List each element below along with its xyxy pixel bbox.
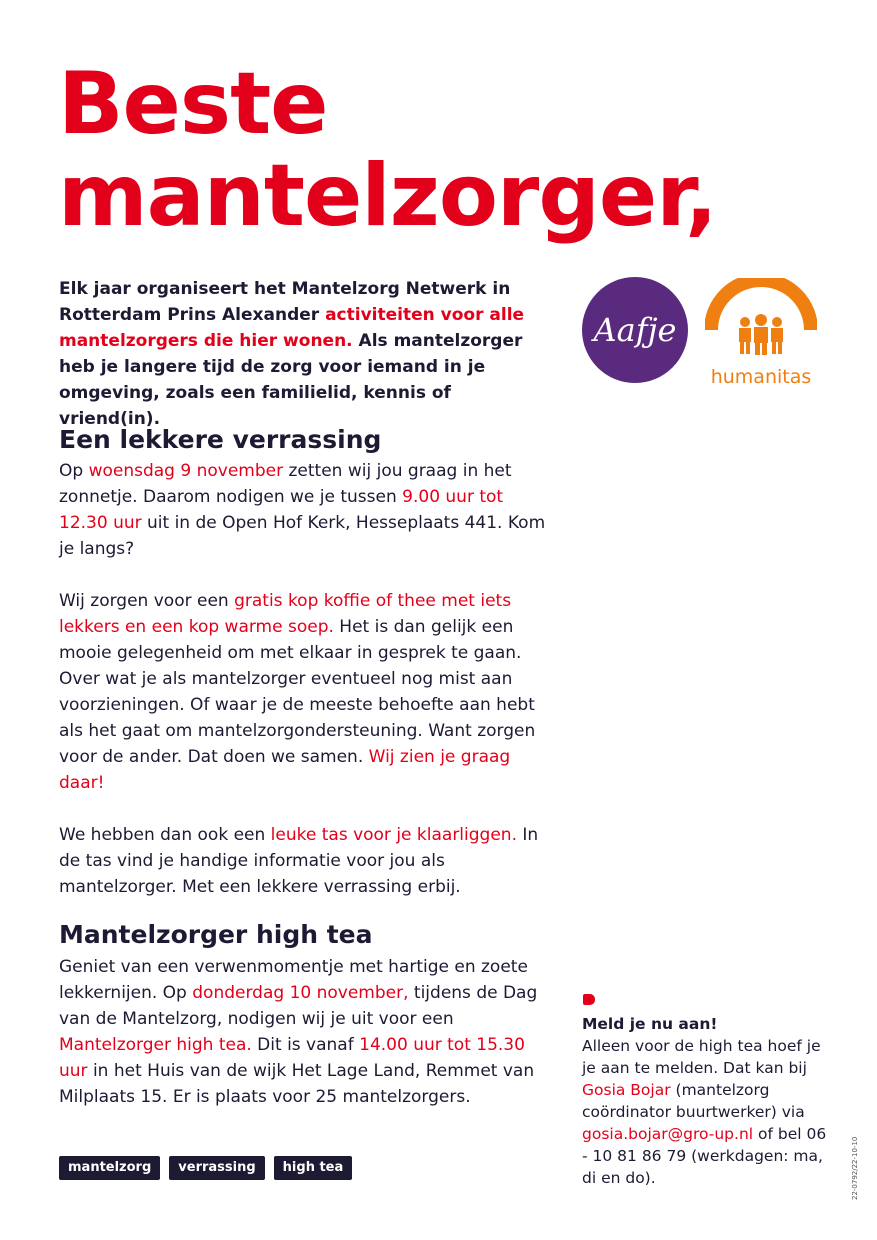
document-number: 22-0792/22-10-10 [851, 1136, 859, 1200]
title-line-1: Beste [58, 54, 328, 154]
humanitas-logo-text: humanitas [710, 366, 812, 388]
text: of bel 06 - 10 81 86 79 (werkdagen: ma, di en do). [582, 1125, 827, 1187]
text: uit in de Open Hof Kerk, Hesseplaats 441. Kom je langs? [59, 513, 546, 559]
section-heading-verrassing: Een lekkere verrassing [59, 425, 382, 454]
text: Alleen voor de high tea hoef je je aan te melden. Dat kan bij [582, 1037, 821, 1077]
tag-high-tea: high tea [274, 1156, 353, 1180]
humanitas-logo [705, 278, 817, 388]
intro-text: Elk jaar organiseert het Mantelzorg Netwerk in Rotterdam Prins Alexander [59, 279, 511, 325]
contact-name: Gosia Bojar [582, 1081, 671, 1099]
verrassing-paragraph-1 [59, 458, 549, 562]
closing-highlight: Wij zien je graag daar! [59, 747, 511, 793]
text: tijdens de Dag van de Mantelzorg, nodigen wij je uit voor een [59, 983, 538, 1029]
verrassing-paragraph-2 [59, 588, 549, 796]
section-heading-high-tea: Mantelzorger high tea [59, 920, 373, 949]
signup-box [582, 1013, 832, 1189]
signup-heading: Meld je nu aan! [582, 1015, 718, 1033]
bullet-icon [583, 994, 595, 1005]
page-title [58, 54, 717, 246]
text: Dit is vanaf [251, 1035, 360, 1055]
time-highlight: 9.00 uur tot 12.30 uur [59, 487, 504, 533]
bag-highlight: leuke tas voor je klaarliggen. [270, 825, 517, 845]
tag-verrassing: verrassing [169, 1156, 264, 1180]
aafje-logo [582, 277, 688, 383]
verrassing-paragraph-3 [59, 822, 549, 900]
text: Geniet van een verwenmomentje met hartige en zoete lekkernijen. Op [59, 957, 528, 1003]
intro-text-2: Als mantelzorger heb je langere tijd de zorg voor iemand in je omgeving, zoals een familielid, kennis of vriend(in). [59, 331, 523, 429]
text: zetten wij jou graag in het zonnetje. Daarom nodigen we je tussen [59, 461, 512, 507]
intro-highlight: activiteiten voor alle mantelzorgers die hier wonen. [59, 305, 525, 351]
text: We hebben dan ook een [59, 825, 271, 845]
date-highlight: woensdag 9 november [88, 461, 284, 481]
text: in het Huis van de wijk Het Lage Land, Remmet van Milplaats 15. Er is plaats voor 25 mantelzorgers. [59, 1061, 535, 1107]
text: In de tas vind je handige informatie voor jou als mantelzorger. Met een lekkere verrassing erbij. [59, 825, 539, 897]
tag-mantelzorg: mantelzorg [59, 1156, 160, 1180]
text: (mantelzorg coördinator buurtwerker) via [582, 1081, 805, 1121]
aafje-logo-text: Aafje [593, 311, 677, 349]
intro-paragraph [59, 276, 549, 432]
humanitas-figures-icon [705, 278, 817, 362]
contact-email-link[interactable]: gosia.bojar@gro-up.nl [582, 1125, 754, 1143]
text: Wij zorgen voor een [59, 591, 235, 611]
text: Het is dan gelijk een mooie gelegenheid om met elkaar in gesprek te gaan. Over wat je als mantelzorger eventueel nog mist aan voorzieningen. Of waar je de meeste behoefte aan hebt als het gaat om mantelzorgondersteuning. Want zorgen voor de ander. Dat doen we samen. [59, 617, 536, 767]
title-line-2: mantelzorger, [58, 146, 717, 246]
date-highlight: donderdag 10 november, [192, 983, 409, 1003]
offer-highlight: gratis kop koffie of thee met iets lekkers en een kop warme soep. [59, 591, 512, 637]
tag-list [59, 1156, 352, 1180]
high-tea-paragraph [59, 954, 549, 1110]
time-highlight: 14.00 uur tot 15.30 uur [59, 1035, 525, 1081]
text: Op [59, 461, 89, 481]
event-highlight: Mantelzorger high tea. [59, 1035, 252, 1055]
